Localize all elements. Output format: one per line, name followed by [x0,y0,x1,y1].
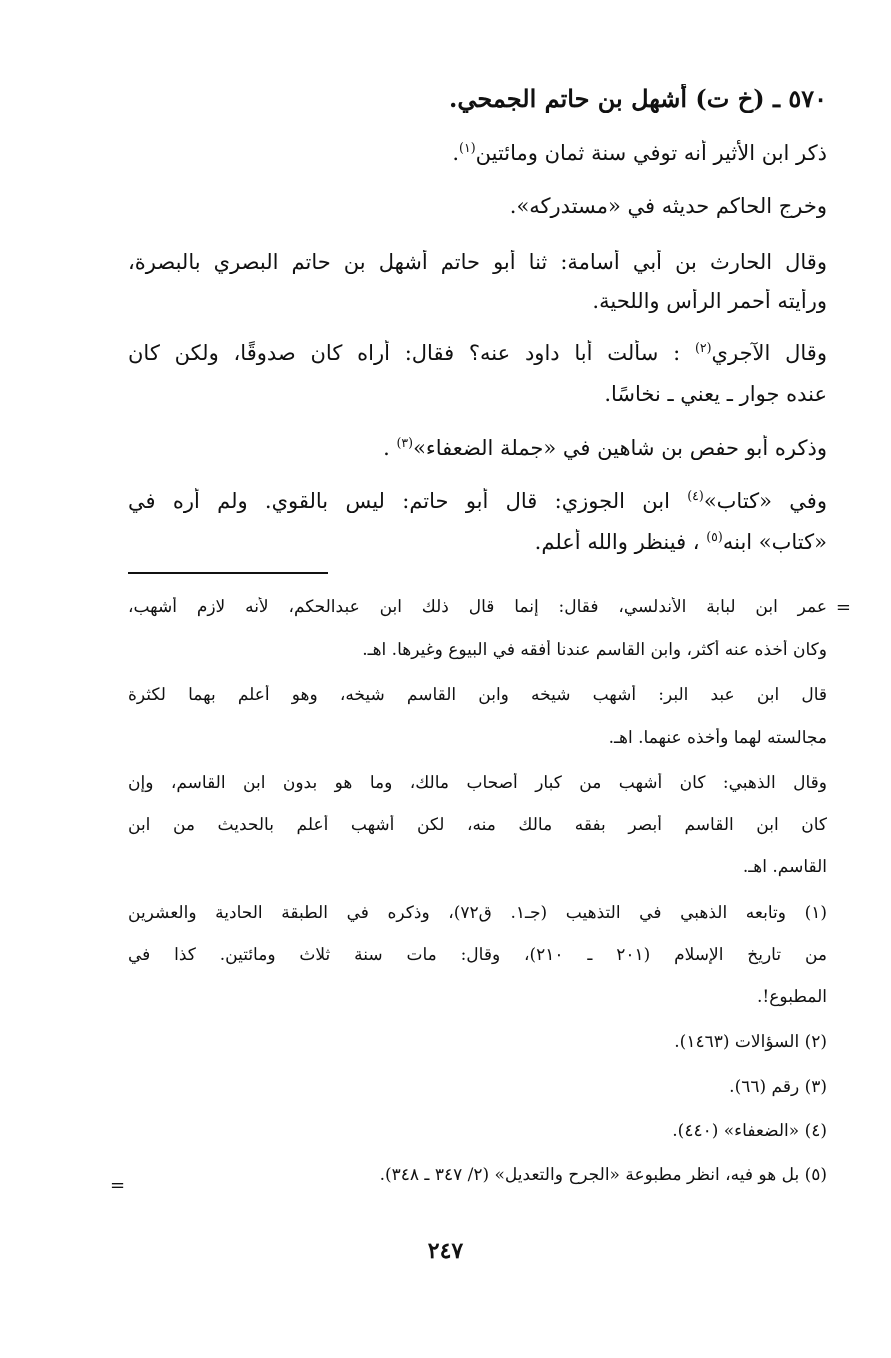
entry-line-7 [128,435,827,460]
footnote-1-line-3: المطبوع!. [757,987,827,1007]
entry-line-9 [128,529,827,554]
text: ، فينظر والله أعلم. [534,530,707,554]
footnote-separator [128,572,328,574]
entry-line-1 [128,140,827,165]
footnote-4: (٤) «الضعفاء» (٤٤٠). [672,1121,827,1141]
entry-line-4: ورأيته أحمر الرأس واللحية. [592,289,827,313]
text: . [452,141,460,165]
continuation-line-2: وكان أخذه عنه أكثر، وابن القاسم عندنا أفقه في البيوع وغيرها. اهـ. [362,640,827,660]
continuation-line-4: مجالسته لهما وأخذه عنهما. اهـ. [608,728,827,748]
text: وذكره أبو حفص بن شاهين في «جملة الضعفاء» [413,436,827,460]
footnote-5: (٥) بل هو فيه، انظر مطبوعة «الجرح والتعديل» (٢/ ٣٤٧ ـ ٣٤٨). [379,1165,827,1185]
text: «كتاب» ابنه [722,530,827,554]
footnote-ref-1: (١) [459,140,476,155]
footnote-5-marker: = [110,1175,126,1196]
continuation-line-6: كان ابن القاسم أبصر بفقه مالك منه، لكن أشهب أعلم بالحديث من ابن [128,815,827,835]
footnote-1-line-1: (١) وتابعه الذهبي في التذهيب (جـ١. ق٧٢)، وذكره في الطبقة الحادية والعشرين [128,903,827,923]
text: ابن الجوزي: قال أبو حاتم: ليس بالقوي. ولم أره في [128,489,688,513]
footnote-ref-2: (٢) [694,340,712,355]
continuation-line-3: قال ابن عبد البر: أشهب شيخه وابن القاسم شيخه، وهو أعلم بهما لكثرة [128,685,827,705]
continuation-marker: = [835,597,851,618]
footnote-3: (٣) رقم (٦٦). [729,1077,827,1097]
continuation-line-7: القاسم. اهـ. [742,857,827,877]
footnote-2: (٢) السؤالات (١٤٦٣). [674,1032,827,1052]
continuation-line-5: وقال الذهبي: كان أشهب من كبار أصحاب مالك، وما هو بدون ابن القاسم، وإن [128,773,827,793]
entry-line-6: عنده جوار ـ يعني ـ نخاسًا. [604,382,827,406]
entry-title: ٥٧٠ ـ (خ ت) أشهل بن حاتم الجمحي. [449,84,827,113]
text: . [383,436,397,460]
footnote-ref-3: (٣) [396,435,414,450]
text: وفي «كتاب» [703,489,827,513]
footnote-ref-5: (٥) [706,529,723,544]
footnote-ref-4: (٤) [687,488,704,503]
entry-line-5 [128,340,827,365]
continuation-line-1: عمر ابن لبابة الأندلسي، فقال: إنما قال ذلك ابن عبدالحكم، لأنه لازم أشهب، [128,597,827,617]
entry-line-8 [128,488,827,513]
entry-line-2: وخرج الحاكم حديثه في «مستدركه». [509,194,827,218]
footnote-1-line-2: من تاريخ الإسلام (٢٠١ ـ ٢١٠)، وقال: مات سنة ثلاث ومائتين. كذا في [128,945,827,965]
page-number: ٢٤٧ [427,1238,464,1264]
text: وقال الآجري [711,341,827,365]
entry-line-3: وقال الحارث بن أبي أسامة: ثنا أبو حاتم أشهل بن حاتم البصري بالبصرة، [128,250,827,274]
text: ذكر ابن الأثير أنه توفي سنة ثمان ومائتين [475,141,827,165]
text: : سألت أبا داود عنه؟ فقال: أراه كان صدوقًا، ولكن كان [128,341,695,365]
